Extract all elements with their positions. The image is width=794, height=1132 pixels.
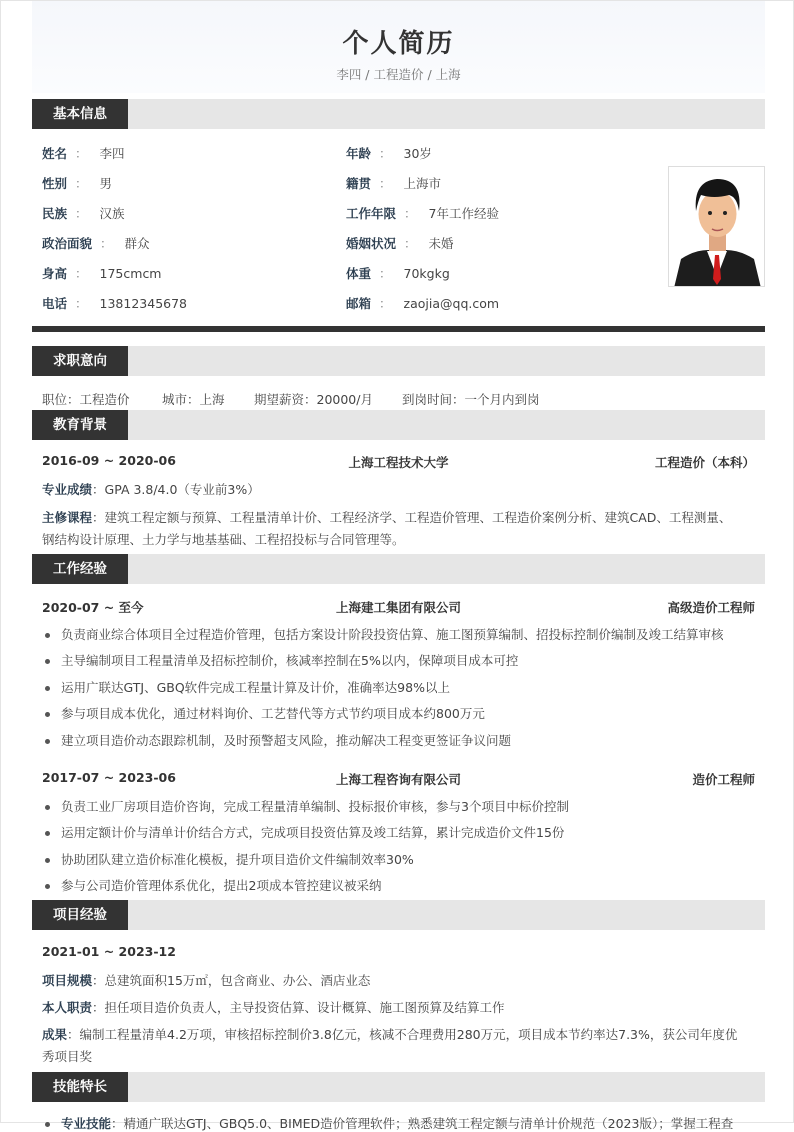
page-subtitle: 李四 / 工程造价 / 上海 <box>336 67 461 82</box>
info-value: 汉族 <box>99 206 125 221</box>
education-row <box>42 453 755 468</box>
edu-score: 专业成绩：GPA 3.8/4.0（专业前3%） <box>42 482 260 497</box>
work-bullet: 建立项目造价动态跟踪机制，及时预警超支风险，推动解决工程变更签证争议问题 <box>45 731 511 749</box>
info-colon: ： <box>404 206 417 221</box>
info-label: 电话 <box>42 296 68 311</box>
info-field <box>346 174 441 192</box>
edu-major: 工程造价（本科） <box>654 455 755 470</box>
section-title: 基本信息 <box>32 99 128 129</box>
edu-courses: 主修课程：建筑工程定额与预算、工程量清单计价、工程经济学、工程造价管理、工程造价案例分析、建筑CAD、工程测量、 <box>42 510 732 525</box>
work-company: 上海建工集团有限公司 <box>335 600 461 615</box>
profile-photo <box>668 166 765 287</box>
section-title: 工作经验 <box>32 554 128 584</box>
info-value: 上海市 <box>403 176 442 191</box>
info-label: 身高 <box>42 266 68 281</box>
info-colon: ： <box>379 146 392 161</box>
project-role: 本人职责：担任项目造价负责人，主导投资估算、设计概算、施工图预算及结算工作 <box>42 1000 505 1015</box>
resume-header <box>32 1 765 93</box>
info-label: 体重 <box>346 266 372 281</box>
info-value: 群众 <box>124 236 150 251</box>
info-colon: ： <box>75 296 88 311</box>
info-field <box>346 234 454 252</box>
info-colon: ： <box>75 266 88 281</box>
section-skills <box>32 1072 765 1102</box>
info-field <box>42 264 162 282</box>
info-label: 姓名 <box>42 146 68 161</box>
info-colon: ： <box>75 176 88 191</box>
info-label: 婚姻状况 <box>346 236 397 251</box>
intent-position: 职位：工程造价 <box>42 392 130 407</box>
section-work <box>32 554 765 584</box>
intent-start: 到岗时间：一个月内到岗 <box>402 392 540 407</box>
section-title: 项目经验 <box>32 900 128 930</box>
info-value: 未婚 <box>428 236 454 251</box>
work-bullet: 协助团队建立造价标准化模板，提升项目造价文件编制效率30% <box>45 850 414 868</box>
info-colon: ： <box>404 236 417 251</box>
info-label: 性别 <box>42 176 68 191</box>
edu-date: 2016-09 ~ 2020-06 <box>42 453 176 468</box>
info-field <box>42 294 187 312</box>
info-field <box>42 204 125 222</box>
work-bullet: 负责商业综合体项目全过程造价管理，包括方案设计阶段投资估算、施工图预算编制、招投标控制价编制及竣工结算审核 <box>45 625 724 643</box>
info-colon: ： <box>379 266 392 281</box>
project-result-cont: 秀项目奖 <box>42 1049 93 1064</box>
section-title: 求职意向 <box>32 346 128 376</box>
info-value: 13812345678 <box>99 296 188 311</box>
info-label: 政治面貌 <box>42 236 93 251</box>
section-education <box>32 410 765 440</box>
info-field <box>346 294 499 312</box>
info-field <box>346 264 450 282</box>
info-label: 籍贯 <box>346 176 372 191</box>
section-job-intent <box>32 346 765 376</box>
work-bullet: 参与项目成本优化，通过材料询价、工艺替代等方式节约项目成本约800万元 <box>45 704 485 722</box>
section-title: 技能特长 <box>32 1072 128 1102</box>
info-label: 邮箱 <box>346 296 372 311</box>
divider <box>32 326 765 332</box>
info-colon: ： <box>75 206 88 221</box>
work-header <box>42 770 755 785</box>
info-value: zaojia@qq.com <box>403 296 500 311</box>
project-result: 成果：编制工程量清单4.2万项，审核招标控制价3.8亿元，核减不合理费用280万元，项目成本节约率达7.3%，获公司年度优 <box>42 1027 738 1042</box>
info-field <box>42 234 150 252</box>
section-basic-info <box>32 99 765 129</box>
info-colon: ： <box>75 146 88 161</box>
project-date: 2021-01 ~ 2023-12 <box>42 944 176 959</box>
info-value: 70kgkg <box>403 266 450 281</box>
edu-school: 上海工程技术大学 <box>348 455 449 470</box>
section-project <box>32 900 765 930</box>
work-date: 2020-07 ~ 至今 <box>42 600 144 615</box>
intent-city: 城市：上海 <box>162 392 225 407</box>
work-title: 造价工程师 <box>692 772 755 787</box>
project-scale: 项目规模：总建筑面积15万㎡，包含商业、办公、酒店业态 <box>42 973 371 988</box>
page-title: 个人简历 <box>342 29 455 59</box>
info-value: 30岁 <box>403 146 432 161</box>
info-colon: ： <box>100 236 113 251</box>
info-value: 175cmcm <box>99 266 162 281</box>
info-label: 年龄 <box>346 146 372 161</box>
info-colon: ： <box>379 176 392 191</box>
work-company: 上海工程咨询有限公司 <box>335 772 461 787</box>
info-field <box>346 144 432 162</box>
info-value: 李四 <box>99 146 125 161</box>
info-label: 工作年限 <box>346 206 397 221</box>
work-bullet: 主导编制项目工程量清单及招标控制价，核减率控制在5%以内，保障项目成本可控 <box>45 651 518 669</box>
info-field <box>42 174 112 192</box>
info-label: 民族 <box>42 206 68 221</box>
work-bullet: 运用广联达GTJ、GBQ软件完成工程量计算及计价，准确率达98%以上 <box>45 678 450 696</box>
info-value: 7年工作经验 <box>428 206 499 221</box>
skill-item: 专业技能：精通广联达GTJ、GBQ5.0、BIMED造价管理软件；熟悉建筑工程定额与清单计价规范（2023版）；掌握工程查 <box>45 1114 733 1132</box>
edu-courses-cont: 钢结构设计原理、土力学与地基基础、工程招投标与合同管理等。 <box>42 532 405 547</box>
work-bullet: 参与公司造价管理体系优化，提出2项成本管控建议被采纳 <box>45 876 381 894</box>
info-colon: ： <box>379 296 392 311</box>
work-title: 高级造价工程师 <box>667 600 755 615</box>
info-field <box>42 144 125 162</box>
work-date: 2017-07 ~ 2023-06 <box>42 770 176 785</box>
work-bullet: 运用定额计价与清单计价结合方式，完成项目投资估算及竣工结算，累计完成造价文件15份 <box>45 823 564 841</box>
work-bullet: 负责工业厂房项目造价咨询，完成工程量清单编制、投标报价审核，参与3个项目中标价控制 <box>45 797 569 815</box>
info-value: 男 <box>99 176 113 191</box>
section-title: 教育背景 <box>32 410 128 440</box>
intent-salary: 期望薪资：20000/月 <box>254 392 373 407</box>
info-field <box>346 204 499 222</box>
work-header <box>42 598 755 616</box>
